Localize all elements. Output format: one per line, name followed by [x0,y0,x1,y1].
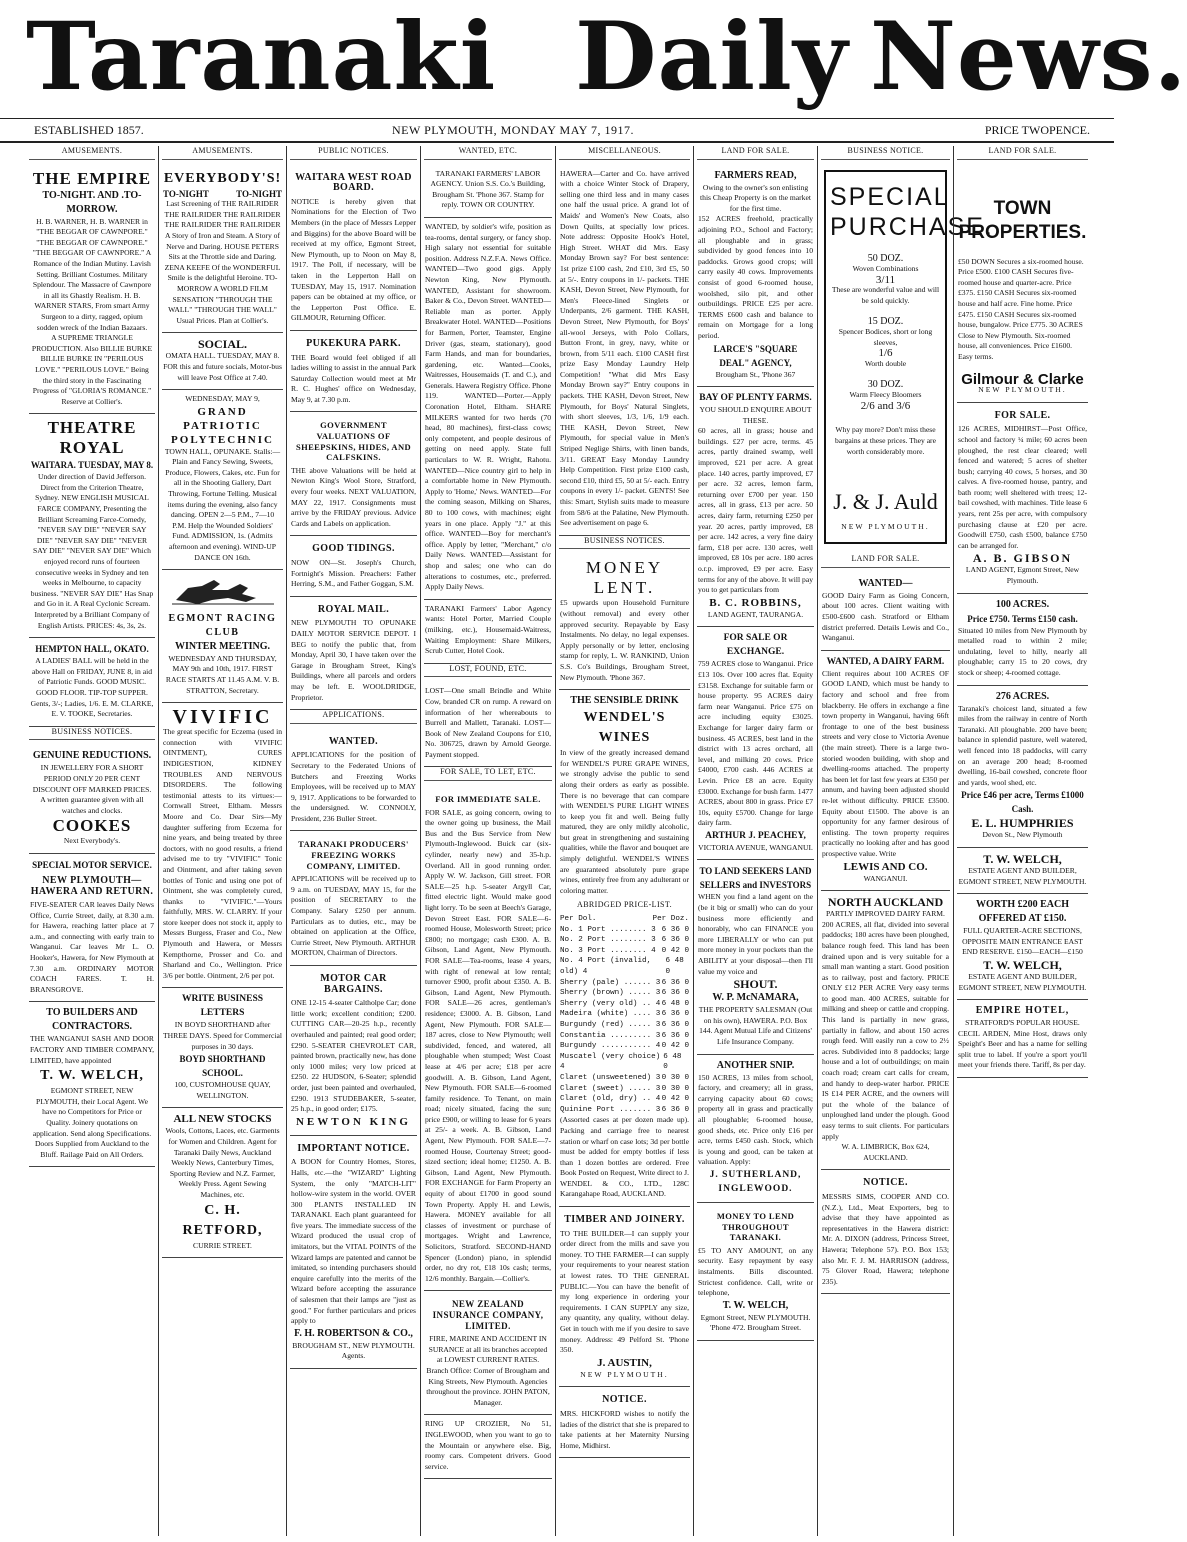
ad-title: EMPIRE HOTEL, [975,1005,1070,1017]
section-heading: LOST, FOUND, ETC. [424,664,552,678]
ad-another-snip [697,1055,814,1203]
notice-body: NEW PLYMOUTH TO OPUNAKE DAILY MOTOR SERVICE DEPOT. I BEG to notify the public that, from Monday, April 30, I have taken over the Garage in Brougham Street, King's Buildings, where all parcels and orders may be left. E. WOOLDRIDGE, Proprietor. [291,618,416,702]
ad-social [162,333,283,390]
section-heading: BUSINESS NOTICES. [29,727,155,741]
price-item: No. 4 Port (invalid, old) 4 [560,957,652,976]
ad-body: OMATA HALL. TUESDAY, MAY 8. FOR this and future socials, Motor-bus will leave Post Office at 7.40. [163,351,282,382]
ad-address: NEW PLYMOUTH. [978,385,1067,395]
ad-name: C. H. RETFORD, [182,1202,263,1238]
ad-racing-club [162,570,283,703]
ad-everybodys [162,165,283,334]
notice-body: THE above Valuations will be held at Newton King's Wool Store, Stratford, every four weeks. NEXT VALUATION, MAY 22, 1917. Consignments must arrive by the FRIDAY previous. Advice Cards and Labels on application. [291,465,416,528]
ad-276-acres [957,686,1088,848]
ad-subtitle: NEW PLYMOUTH—HAWERA AND RETURN. [30,874,154,897]
ad-crozier [424,1415,552,1479]
ad-address: ESTATE AGENT AND BUILDER, EGMONT STREET, NEW PLYMOUTH. [958,865,1087,886]
ad-body: FULL QUARTER-ACRE SECTIONS, OPPOSITE MAIN ENTRANCE EAST END RESERVE. £150—EACH—£150 [962,926,1083,957]
price-item: Burgundy (red) ..... 3 [560,1020,661,1029]
price-item: Quinine Port ....... 3 [560,1105,661,1114]
ad-title: THE EMPIRE [32,168,152,188]
ad-price: Price £750. Terms £150 cash. [967,613,1078,624]
ad-title: TOWN PROPERTIES. [958,197,1087,243]
ad-title: NEW ZEALAND INSURANCE COMPANY, LIMITED. [432,1299,544,1331]
item-price: 2/6 and 3/6 [860,399,911,412]
column-heading: AMUSEMENTS. [162,146,283,160]
notice-title: NOTICE. [602,1394,647,1406]
ad-vivific [162,703,283,988]
misc-listings [559,165,690,536]
price-value: 6 36 0 [661,989,689,998]
ad-name: NEWTON KING [295,1115,411,1128]
item-price: 1/6 [878,347,893,360]
masthead-word-news: News. [870,2,1187,112]
price-list-heading: ABRIDGED PRICE-LIST. [577,900,672,910]
price-value: 6 36 0 [661,925,689,934]
ad-date: WEDNESDAY, MAY 9, [185,394,260,404]
ad-subtitle: WINTER MEETING. [174,640,270,652]
ad-wendels-wines [559,690,690,1207]
ad-body: ONE 12-15 4-seater Caltholpe Car; done little work; excellent condition; £200. CUTTING CAR—20-25 h.p., recently overhauled and painted; real good order; £290. 5-SEATER CHEVROLET CAR, painted brown, practically new, has done only 1000 miles; very low priced at £250. 22 HUDSON, 6-Seater; splendid order, just been painted and overhauled, £290. 1913 STUDEBAKER, 5-seater, 25 h.p., in good order; £175. [291,998,416,1114]
notice-body: MRS. HICKFORD wishes to notify the ladies of the district that she is prepared to take patients at her Maternity Nursing Home, Midhirst. [560,1408,689,1450]
ad-motor-car-bargains [290,966,417,1136]
ad-subtitle: TO-NIGHT. AND .TO-MORROW. [42,189,142,215]
column-4 [420,146,555,1536]
price-list-row [560,935,689,946]
ad-write-letters [162,988,283,1108]
notice-body: THE Board would feel obliged if all ladies willing to assist in the annual Park Saturday Collection would meet at Mr R. C. Hughes' office on Wednesday, May 9, at 7.30 p.m. [291,352,416,404]
price-list-row [560,999,689,1010]
notice-title: WANTED. [328,735,379,747]
ad-name: COOKES [52,816,132,836]
notice-body: APPLICATIONS will be received up to 9 a.m. on TUESDAY, MAY 15, for the position of SECRETARY to the Company. Salary £250 per annum. Particulars as to duties, etc., may be obtained on application at the Office, Currie Street, New Plymouth. ARTHUR MORTON, Chairman of Directors. [291,874,416,958]
ad-name: BOYD SHORTHAND SCHOOL. [179,1054,266,1079]
item-note: Worth double [864,358,907,368]
column-heading: BUSINESS NOTICE. [821,146,950,160]
ad-money-lent [559,554,690,690]
price-value: 0 42 0 [661,1095,689,1104]
ad-address: LAND AGENT, TAURANGA. [707,609,804,619]
place-date-text: NEW PLYMOUTH, MONDAY MAY 7, 1917. [392,123,634,137]
ad-title: WORTH £200 EACH OFFERED AT £150. [976,899,1069,925]
section-heading: FOR SALE, TO LET, ETC. [424,767,552,781]
ad-wanted-dairy-concern [821,573,950,651]
ad-body: 152 ACRES freehold, practically adjoining P.O., School and Factory; all ploughable and in grass; subdivided by good fences into 10 paddocks. Grows good crops; will carry easily 40 cows. Improvements consist of good 6-roomed house, woolshed, silo pit, and other outbuildings. PRICE £25 per acre. TERMS £600 cash and balance to remain on Mortgage for a long period. [698,214,813,340]
ad-title: HEMPTON HALL, OKATO. [35,644,149,655]
ad-title: BAY OF PLENTY FARMS. [699,393,812,404]
racehorse-illustration [168,574,278,608]
ad-name: J. AUSTIN, [597,1356,652,1369]
price-item: Claret (old, dry) .. 4 [560,1095,661,1104]
section-heading: APPLICATIONS. [290,710,417,724]
ad-body: 200 ACRES, all flat, divided into several paddocks; 180 acres have been ploughed, balance rough feed. This land has been drained upon and is very suitable for a small man wanting a start. Good position as to railway, post and factory. PRICE ONLY £12 PER ACRE Very easy terms to good man. 400 ACRES, suitable for milking and sheep or cattle and cropping. This land is partially in new grass, partially in fallow, and about 150 acres rough feed. Will easily run a cow to 2½ acres. Subdivided into 8 paddocks; large house and a lot of outbuildings; on main coach road; cream cart calls for cream, and handy to deep-water harbor. PRICE IS £14 PER ACRE, and the owners will put the whole of the balance of unploughed land under the plough. Good easy terms to suit clients. For particulars apply [822,919,949,1141]
ad-body: TO THE BUILDER—I can supply your order direct from the mills and save you money. TO THE FARMER—I can supply your requirements to your nearest station at lowest rates. TO THE GENERAL PUBLIC.—You can have the benefit of my long experience in ordering your requirements. I CAN SUPPLY any size, any quantity, any quality, without delay. Get in touch with me if you desire to save money. Address: 49 Pelford St. 'Phone 350. [560,1228,689,1355]
item-quantity: 15 DOZ. [867,315,904,327]
ad-name: Gilmour & Clarke [961,370,1084,388]
ad-body: H. B. WARNER, H. B. WARNER in "THE BEGGAR OF CAWNPORE." "THE BEGGAR OF CAWNPORE." "THE BEGGAR OF CAWNPORE." A Romance of the Indian Mutiny. Lavish Setting. Brilliant Costumes. Military Splendour. The Massacre of Cawnpore in all its Ghastly Realism. H. B. WARNER STARS, From smart Army Surgeon to a dirty, ragged, opium sodden wreck of the Indian Bazaars. [32,216,152,332]
ad-body: GOOD Dairy Farm as Going Concern, about 100 acres. Client waiting with £500-£600 cash. Stratford or Eltham district preferred. Details Lewis and Co., Wanganui. [822,590,949,643]
ad-body: The great specific for Eczema (used in connection with VIVIFIC OINTMENT), CURES INDIGESTION, KIDNEY TROUBLES AND NERVOUS DISORDERS. The following testimonial attests to its virtues:— Cornwall Street, Eltham. Messrs Moore and Co. Dear Sirs—My daughter suffering from Eczema for nine years, and being treated by three doctors, with no good results, a friend advised me to try "VIVIFIC" Tonic and Ointment, and after taking seven bottles of Tonic and using one pot of Ointment, she was completely cured, thanks to "VIVIFIC."—Yours faithfully, MRS. W. CLARRY. If your store keeper does not stock it, apply to Messrs Burgess, Fraser and Co., New Plymouth and Hawera, or Messrs Kempthorne, Prosser and Co. and Sharland and Co., Wellington. Price 3/6 per bottle. Ointment, 2/6 per pot. [163,727,282,980]
price-item: Sherry (very old) .. 4 [560,999,661,1008]
price-item: No. 1 Port ........ 3 [560,925,656,934]
column-heading: PUBLIC NOTICES. [290,146,417,160]
item-quantity: 30 DOZ. [867,378,904,390]
price-list-row [560,1031,689,1042]
notice-title: PUKEKURA PARK. [306,337,401,349]
ad-title: SOCIAL. [197,337,247,352]
ad-wizard-lighting [290,1136,417,1369]
ad-title: TO BUILDERS AND CONTRACTORS. [46,1007,138,1033]
price-list-row [560,988,689,999]
ad-subtitle: STRATFORD'S POPULAR HOUSE. [965,1018,1080,1028]
ad-body: 126 ACRES, MIDHIRST—Post Office, school and factory ¼ mile; 60 acres been ploughed, the rest clear cleared; well fenced and watered; 5 acres of shelter bush; carrying 40 cows, 5 horses, and 30 calves. A five-roomed house, pantry, and bath room; well sheltered with trees; 12-bail cowshed, with machines. Title lease 6 years, rent 25s per acre, with compulsory purchasing clause at £20 per acre. Goodwill £750, cash £500, balance £750 can be arranged for. [958,424,1087,550]
ad-body: TOWN HALL, OPUNAKE. Stalls:—Plain and Fancy Sewing, Sweets, Produce, Flowers, Cakes, etc. Fun for all in the Shooting Gallery, Dart Throwing, Fortune Telling. Musical items during the evening, also fancy dancing. OPEN 2—5 P.M., 7—10 P.M. Help the Wounded Soldiers' Fund. ADMISSION, 1s. (Admits afternoon and evening). WIND-UP DANCE ON 16th. [164,446,281,562]
column-3 [286,146,420,1536]
ad-title: WRITE BUSINESS LETTERS [181,994,264,1019]
column-1 [26,146,158,1536]
ad-title: TIMBER AND JOINERY. [564,1214,685,1226]
ad-address: CURRIE STREET. [193,1240,252,1250]
ad-welch-1 [957,848,1088,894]
price-item: Burgundy ........... 4 [560,1042,661,1051]
price-value: 0 30 0 [661,1073,689,1082]
ad-subtitle: PARTLY IMPROVED DAIRY FARM. [826,909,945,919]
ad-title: EVERYBODY'S! [163,170,282,186]
column-8 [953,146,1091,1536]
ad-address: LAND AGENT, Egmont Street, New Plymouth. [965,565,1080,586]
ad-title: 276 ACRES. [995,690,1050,702]
section-heading: LAND FOR SALE. [821,554,950,568]
ad-address: NEW PLYMOUTH. [580,1369,669,1379]
ad-name: T. W. WELCH, [40,1068,144,1084]
notice-title: GOVERNMENT VALUATIONS OF SHEEPSKINS, HIDES, AND CALFSKINS. [295,420,412,463]
ad-empire [29,165,155,415]
ad-body: In view of the greatly increased demand for WENDEL'S PURE GRAPE WINES, we strongly advise the public to send along their orders as early as possible. There is no beverage that can compare with WENDEL'S PURE LIGHT WINES to keep you fit and well. Being fully matured, they are only mildly alcoholic, but great in strengthening and sustaining qualities, while the flavor and bouquet are simply delightful. WENDEL'S WINES are guaranteed absolutely pure grape wines, entirely free from any adulterant or coloring matter. [560,748,689,895]
ad-body: THE PROPERTY SALESMAN (Out on his own), HAWERA. P.O. Box 144. Agent Mutual Life and Citizens' Life Insurance Company. [698,1005,813,1046]
ad-name: J. SUTHERLAND, INGLEWOOD. [709,1169,802,1194]
ad-name: B. C. ROBBINS, [709,596,802,609]
ad-title: THEATRE ROYAL [47,418,137,458]
notice-body: MESSRS SIMS, COOPER AND CO. (N.Z.), Ltd., Meat Exporters, beg to advise that they have appointed as representatives in the Hawera district: Mr. A. DIXON (address, Princess Street, Hawera; Telephone 57). P.O. Box 153; also Mr. F. J. M. HARRISON (address, 75 Glover Road, Hawera; telephone 235). [822,1191,949,1286]
ad-body: WEDNESDAY AND THURSDAY, MAY 9th and 10th, 1917. FIRST RACE STARTS AT 11.45 A.M. V. B. STRATTON, Secretary. [165,653,280,695]
ad-hempton-hall [29,638,155,727]
ad-body: A BOON for Country Homes, Stores, Halls, etc.—the "WIZARD" Lighting System, the only "MATCH-LIT" hollow-wire system in the world. OVER 300 PLANTS INSTALLED IN TARANAKI. Each plant guaranteed for five years. The immediate success of the Wizard produced the usual crop of imitators, but the VITAL POINTS of the Wizard lamps are patented and cannot be imitated, so intending purchasers should enquire carefully into the merits of the Wizard before accepting the assurance of salesmen that their lamps are "just as good." For further particulars and prices apply to [291,1157,416,1326]
ad-body: £50 DOWN Secures a six-roomed house. Price £500. £100 CASH Secures five-roomed house and quarter-acre. Price £375. £150 CASH Secures six-roomed house and half acre. Fine home. Price £475. £150 CASH Secures six-roomed house, bungalow. Price £775. 30 ACRES Close to New Plymouth. Six-roomed house, all conveniences. Price £1600. Easy terms. [958,256,1084,361]
ad-name: J. & J. Auld [833,489,938,515]
price-value: 0 42 0 [661,946,689,955]
column-5 [555,146,693,1536]
ad-motor-service [29,854,155,1003]
price-list-row [560,925,689,936]
ad-title: NORTH AUCKLAND [827,895,944,910]
price-list-row [560,946,689,957]
ad-name: T. W. WELCH, [983,957,1062,972]
ad-body: THE WANGANUI SASH AND DOOR FACTORY AND TIMBER COMPANY, LIMITED, have appointed [30,1034,154,1065]
ad-new-stocks [162,1108,283,1258]
notice-body: NOW ON—St. Joseph's Church, Fortnight's Mission. Preachers: Father Herring, S.M., and Father Goggan, S.M. [291,558,416,589]
ad-title: SPECIAL MOTOR SERVICE. [32,859,152,870]
ad-body: A SUPREME TRIANGLE PRODUCTION. Also BILLIE BURKE BILLIE BURKE IN "PERILOUS LOVE." "PERILOUS LOVE." Being the third story in the Fascinating Progress of "GLORIA'S ROMANCE." Reserve at Collier's. [31,333,153,406]
dateline [0,118,1114,143]
column-7 [817,146,994,1536]
masthead-word-taranaki: Taranaki [26,2,497,112]
ad-body: Owing to the owner's son enlisting this Cheap Property is on the market for the first time. [700,182,811,213]
price-list-row [560,1084,689,1095]
ad-title: WANTED, A DAIRY FARM. [826,656,945,667]
ad-title: VIVIFIC [172,706,273,729]
price-list [560,914,689,1115]
ad-title: IMPORTANT NOTICE. [297,1142,410,1154]
notice-title: WAITARA WEST ROAD BOARD. [295,171,412,194]
price-value: 6 36 0 [661,936,689,945]
notice-govt-valuations [290,412,417,536]
price-item: Constantia ......... 3 [560,1031,661,1040]
price-list-row [560,1041,689,1052]
ad-label: TO-NIGHT [163,188,209,199]
price-list-row [560,1052,689,1073]
price-value: 6 36 0 [661,1031,689,1040]
notice-title: ROYAL MAIL. [317,603,390,615]
price-value: 6 48 0 [661,999,689,1008]
price-value: 6 36 0 [661,1105,689,1114]
ad-name: ARTHUR J. PEACHEY, [705,830,806,841]
masthead [0,0,1187,112]
ad-empire-hotel [957,1000,1088,1078]
ad-body: EGMONT STREET, NEW PLYMOUTH, their Local Agent. We have no Competitors for Price or Quality. Joinery quotations on application. Send along Specifications. Doors Supplied from Auckland to the Bluff. Railage Paid on All Orders. [32,1086,152,1159]
ad-body: FIRE, MARINE AND ACCIDENT IN SURANCE at all its branches accepted at LOWEST CURRENT RATES. Branch Office: Corner of Brougham and King Streets, New Plymouth. Agencies throughout the province. JOHN PATON, Manager. [426,1334,550,1407]
masthead-word-daily: Daily [575,2,849,112]
ad-labor-wants [424,600,552,664]
price-list-row [560,1009,689,1020]
ad-address: WANGANUI. [863,873,908,883]
item-desc: Spencer Bodices, short or long sleeves, [838,327,933,347]
ad-body: 150 ACRES, 13 miles from school, factory, and creamery; all in grass, carrying capacity about 60 cows; property all in grass and practically all ploughable; 6-roomed house, good sheds, etc. Price only £16 per acre, terms £450 cash. Stock, which is young and good, can be taken at valuation. Apply: [698,1072,813,1167]
ad-body: Client requires about 100 ACRES OF GOOD LAND, which must be handy to factory and school and free from blackberry. He offers in exchange a fine town property in Wanganui, having 66ft frontage to one of the best business streets and very close to Victoria Avenue (the main street). There is a large two-storied wooden building, with shop and dwelling-rooms attached. The property has been let for last few years at £350 per annum, and having been adjusted should re-let without difficulty. PRICE £3500. Equity about £1500. The above is an opportunity for any farmer desirous of enlisting. The town property requires practically no looking after and has good prospective value. Write [822,668,949,858]
price-item: No. 2 Port ........ 3 [560,936,656,945]
ad-name: W. P. McNAMARA, [712,992,799,1004]
column-heading: LAND FOR SALE. [957,146,1088,160]
ad-money-to-lend [697,1203,814,1341]
ad-emphasis: SHOUT. [733,977,778,992]
ad-north-auckland [821,891,950,1170]
notice-applications [290,729,417,832]
ad-timber-joinery [559,1207,690,1387]
ad-address: 100, CUSTOMHOUSE QUAY, WELLINGTON. [174,1080,271,1100]
ad-title: FARMERS READ, [714,169,797,181]
column-6 [693,146,817,1536]
ad-address: Next Everybody's. [63,836,121,846]
price-item: Per Dol. [560,915,597,924]
ad-body: Wools, Cottons, Laces, etc. Garments for Women and Children. Agent for Taranaki Daily News, Auckland Weekly News, Canterbury Times, Sporting Review and N.Z. Farmer, Weekly Press. Agent Sewing Machines, etc. [165,1126,280,1199]
notice-title: NOTICE. [863,1177,908,1189]
ad-name: W. A. LIMBRICK, Box 624, AUCKLAND. [841,1142,930,1162]
ad-body: £5 upwards upon Household Furniture (without removal) and every other approved security. Repayable by Easy Instalments. No delay, no legal expenses. Apply personally or by letter, enclosing stamp for reply, L. W. RANKIND, Union S.S. Co's Buildings, Brougham Street, New Plymouth. 'Phone 367. [560,598,689,682]
ad-body: Situated 10 miles from New Plymouth by metalled road to within 2 mile; undulating, level to hilly, nearly all ploughable; carry 15 to 20 cows, dry stock or sheep; 4-roomed cottage. [958,625,1087,677]
ad-name: LARCE'S "SQUARE DEAL" AGENCY, [713,343,798,368]
ad-title: GENUINE REDUCTIONS. [32,750,152,762]
item-desc: Woven Combinations [852,264,919,274]
notice-body: NOTICE is hereby given that Nominations for the Election of Two Members (in the place of Messrs Lepper and Biggins) for the above Board will be received at my office, Egmont Street, New Plymouth, up to Noon on May 8, 1917. The Poll, if necessary, will be taken in the Lepperton Hall on TUESDAY, May 15, 1917. Nomination papers can be obtained at my office, or the Lepperton Post Office. E. GILMOUR, Returning Officer. [291,196,416,323]
ad-title: FOR SALE. [994,409,1051,421]
price-list-row [560,978,689,989]
item-note: These are wonderful value and will be sold quickly. [831,285,940,305]
ad-title: GRAND PATRIOTIC POLYTECHNIC [171,405,274,446]
ad-land-seekers [697,860,814,1054]
ad-body: TARANAKI Farmers' Labor Agency wants: Hotel Porter, Married Couple (milking, etc.), Housemaid-Waitress, Waiting Employment: Share Milkers, Scrub Cutter, Hotel Cook. [425,603,551,656]
price-item: Claret (sweet) ..... 3 [560,1084,661,1093]
ad-title: MOTOR CAR BARGAINS. [320,973,387,995]
price-list-row [560,1105,689,1116]
sale-listings [424,786,552,1291]
item-note: Why pay more? Don't miss these bargains at these prices. They are worth considerably more. [835,425,936,456]
ad-name: E. L. HUMPHRIES [971,816,1074,831]
item-price: 3/11 [875,273,896,286]
ad-sale-exchange [697,627,814,860]
ad-price: Price £46 per acre, Terms £1000 Cash. [961,790,1084,815]
ad-title: EGMONT RACING CLUB [168,612,277,638]
ad-body: £5 TO ANY AMOUNT, on any security. Easy repayment by easy instalments. Bills discounted. Strictest confidence. Call, write or telephone, [698,1245,813,1298]
price-text: PRICE TWOPENCE. [984,123,1090,137]
notice-waitara [290,165,417,331]
item-quantity: 50 DOZ. [867,252,904,264]
ad-name: WENDEL'S WINES [583,710,666,746]
ad-body: (Assorted cases at per dozen made up). Packing and carriage free to nearest station or wharf on case lots; 3d per bottle must be added for empty bottles if less than 1 dozen bottles are ordered. Free Book Posted on Request, Write direct to J. WENDEL & CO., LTD., 128C Karangahape Road, AUCKLAND. [560,1115,689,1199]
wanted-listings [424,218,552,600]
ad-name: F. H. ROBERTSON & CO., [294,1327,413,1339]
ad-genuine-reductions [29,745,155,854]
price-list-row [560,1020,689,1031]
notice-royal-mail [290,597,417,710]
ad-body: Taranaki's choicest land, situated a few miles from the railway in centre of North Taranaki. All ploughable. 200 have been; balance in splendid pasture, well watered, well fenced into 18 paddocks, will carry on an average 200 head; 8-roomed dwelling, 16-bail cowshed, concrete floor and yards, wool shed, etc. [958,703,1087,787]
lost-listings [424,682,552,767]
price-value: 6 36 0 [661,1020,689,1029]
ad-grand-patriotic [162,390,283,570]
ad-special-purchase [824,170,994,545]
ad-body: FOR SALE, as going concern, owing to the owner going up business, the Mail Bus and the Bus Service from New Plymouth-Inglewood. Buick car (six-cylinder, nearly new) and 35-h.p. Overland. All in good running order. Apply W. W. Jackson, Gill street. FOR SALE—25 h.p. 5-seater Argyll Car, fitted electric light. Would make good light lorry. To be seen at Beech's Garage, Devon Street East. FOR SALE—6-roomed House, Molesworth Street; price £800; no mortgage; cash £300. A. B. Gibson, Land Agent, New Plymouth. FOR SALE—Tea-rooms, lease 4 years, with right of renewal at low rental; turnover £900, profit about £350. A. B. Gibson, Land Agent, New Plymouth. FOR SALE—26 acres, gentleman's residence; £3000. A. B. Gibson, Land Agent, New Plymouth. FOR SALE—187 acres, close to New Plymouth; well subdivided, fenced, and watered, all ploughable when stumped; West Coast lease at 4/6 per acre; £18 per acre goodwill. A. B. Gibson, Land Agent, New Plymouth. FOR SALE—6-roomed family residence. To Tenant, on main road; nicely situated, facing the sun; price £900, or willing to lease for 6 years at 25/- a week. A. B. Gibson, Land Agent, New Plymouth. FOR SALE—7-roomed House, Courtenay Street; good-sized section; ideal home; £1250. A. B. Gibson, Land Agent, New Plymouth. FOR EXCHANGE for Farm Property an equity of about £1700 in good sound Town Property. Apply H. and Lewis, Hawera. MONEY available for all classes of investment or purchase of mortgages. Wright and Lawrence, Solicitors, Stratford. SECOND-HAND Spencer (London) piano, in splendid order, no dry rot, £18 10s cash; terms, 12/6 monthly. Bargain.—Collier's. [425,807,551,1283]
ad-title: TO LAND SEEKERS LAND SELLERS and INVESTORS [699,866,812,891]
price-value: Per Doz. [652,915,689,924]
price-value: 6 36 0 [661,978,689,987]
ad-title: 100 ACRES. [995,598,1050,610]
price-list-row [560,914,689,925]
price-item: Sherry (brown) ..... 3 [560,989,661,998]
ad-body: A LADIES' BALL will be held in the above Hall on FRIDAY, JUNE 8, in aid of Patriotic Funds. GOOD MUSIC. GOOD FLOOR. TIP-TOP SUPPER. Gents, 3/-; Ladies, 1/6. E. M. CLARKE, E. V. TOOKE, Secretaries. [30,656,154,719]
ad-title: ALL NEW STOCKS [173,1113,272,1126]
notice-title: GOOD TIDINGS. [312,543,395,555]
ad-nz-insurance [424,1291,552,1415]
ad-title: MONEY LENT. [585,558,664,598]
ad-label: TO-NIGHT [236,188,282,199]
ad-title: SPECIAL PURCHASE. [830,182,994,241]
established-text: ESTABLISHED 1857. [34,123,144,137]
price-value: 6 48 0 [665,957,684,976]
ad-subtitle: WAITARA. TUESDAY, MAY 8. [30,460,154,471]
ad-body: CECIL ARDEN, Mine Host, draws only Speight's Beer and has a name for selling split true to label. If you're a sport you'll meet your friends there. Tariff, 8s per day. [958,1028,1087,1070]
ad-title: FOR SALE OR EXCHANGE. [723,633,788,658]
price-item: Claret (unsweetened) 3 [560,1073,661,1082]
ad-body: Under direction of David Jefferson. Direct from the Criterion Theatre, Sydney. NEW ENGLISH MUSICAL FARCE COMPANY, Presenting the Brilliant Screaming Farce-Comedy, "NEVER SAY DIE" "NEVER SAY DIE" "NEVER SAY DIE" "NEVER SAY DIE" "NEVER SAY DIE" Which enjoyed record runs of fourteen consecutive weeks in Sydney and ten weeks in Melbourne, to capacity business. "NEVER SAY DIE" Has Snap and Go in it. A Real Cyclonic Scream. Interpreted by a Brilliant Company of English Artists. PRICES: 4s, 3s, 2s. [30,472,154,630]
column-heading: MISCELLANEOUS. [559,146,690,160]
notice-freezing-works [290,831,417,966]
column-2 [158,146,286,1536]
column-heading: AMUSEMENTS. [29,146,155,160]
ad-body: HAWERA—Carter and Co. have arrived with a choice Winter Stock of Drapery, selling one third less and in many cases one half the usual price. A grand lot of Maids' and Women's New Coats, also Down Quilts, at specially low prices. Note address: Opposite Hook's Hotel, High Street. WHAT did Mrs. Easy Monday Brown say? For best sentence: 1st prize £100 cash, 2nd £10, 3rd £5, 50 at 5/-. Entry coupons in 1/- packets. THE KASH, Devon Street, New Plymouth, for Men's Fleece-lined Singlets or Underpants, 2/6 garment. THE KASH, Devon Street, New Plymouth, for Boys' all-wool Jerseys, with Polo Collars, Button Front, in grey, navy, white or brown, from 5/11 each. £100 CASH first prize Easy Monday Laundry Help Competition! "What did Mrs Easy Monday Brown say?" Entry coupons in packets. THE KASH, Devon Street, New Plymouth, for Boys' Natural Singlets, with short sleeves, 1/3, 1/6, 1/9 each. THE KASH, Devon Street, New Plymouth, for special value in Men's Striped Neglige Shirts, with linen bands, 3/11. GREAT Easy Monday Laundry Help Competition. First prize £100 cash, second £10, third £5, 50 at 5/- each. Entry coupons in every 1/- packet. GENTS! See this: Smart, Stylish suits made to measure from 58/6 at the Palatine, New Plymouth. See advertisement on page 6. [560,168,689,528]
notice-title: TARANAKI PRODUCERS' FREEZING WORKS COMPANY, LIMITED. [298,839,409,871]
column-heading: WANTED, ETC. [424,146,552,160]
notice-sims-cooper [821,1170,950,1294]
price-value: 0 30 0 [661,1084,689,1093]
ad-bay-of-plenty [697,387,814,627]
ad-address: Devon St., New Plymouth [982,830,1063,840]
ad-farmers-read [697,165,814,388]
ad-address: Egmont Street, NEW PLYMOUTH. 'Phone 472. Brougham Street. [700,1312,811,1333]
ad-title: ANOTHER SNIP. [716,1059,795,1071]
ad-body: IN BOYD SHORTHAND after THREE DAYS. Speed for Commercial purposes in 30 days. [163,1020,282,1051]
ad-address: Brougham St., 'Phone 367 [715,369,796,379]
price-list-row [560,1094,689,1105]
ad-builders [29,1002,155,1167]
ad-address: BROUGHAM ST., NEW PLYMOUTH. Agents. [292,1340,415,1361]
ad-address: VICTORIA AVENUE, WANGANUI. [698,842,813,852]
ad-body: FIVE-SEATER CAR leaves Daily News Office, Currie Street, daily, at 8.30 a.m. for Hawera, reaching latter place at 7 a.m., and connecting with early train to Wanganui. Car leaves Mr L. O. Hooker's, Hawera, for New Plymouth at 7.30 a.m. ORDINARY MOTOR COACH FARES. T. H. BRANSGROVE. [30,900,154,994]
price-value: 0 42 0 [661,1042,689,1051]
price-item: Muscatel (very choice) 4 [560,1052,661,1072]
ad-body: 60 acres, all in grass; house and buildings. £27 per acre, terms. 45 acres, partly drained swamp, well improved, £21 per acre. A great place. 140 acres, partly improved, £7 per acre. 32 acres, lemon farm, returning over £700 per year. 150 acres, all in grass, £13 per acre. 50 acres, dairy farm, returning £250 per year. 20 acres, partly improved, £8 per acre. 142 acres, a very fine dairy farm, £18 per acre. 130 acres, well improved, £8 10s per acre. 180 acres o.r.p. improved, £9 per acre. Easy terms for any of the above. It will pay you to get particulars from [698,426,813,595]
price-value: 6 48 0 [663,1052,682,1072]
ad-body: WANTED, by soldier's wife, position as tea-rooms, dental surgery, or fancy shop. High salary not essential for suitable position. Address N.Z.F.A. News Office. WANTED—Two good gigs. Apply Newton King, New Plymouth. WANTED, Assistant for showroom. Baker & Co., Devon Street. WANTED—Reliable man as porter. Apply Breakwater Hotel. WANTED—Positions for Barmen, Porter, Teamster, Engine Driver (gas, steam, stationary), good Farm Hands, and man for boundaries, gardening, etc. Wanted—Cooks, Waitresses, Housemaids (T. and C.), and Generals. Hawera Registry Office. Phone 119. WANTED—Porter.—Apply Coronation Hotel, Eltham. SHARE MILKERS wanted for two herds (70 head, 80 machines), first-class cows; only competent, and people desirous of getting on need apply. State full particulars to W. R. Wright, Rahotu. WANTED—Nice country girl to help in a comfortable home in New Plymouth. Apply to 'Home,' News. WANTED—For the coming season, Milking on Shares, 80 to 100 cows, with machines; eight years in one place. Apply "J." at this office. WANTED—Boy for merchant's office. Apply by letter, "Merchant," c/o Daily News. WANTED—Assistant for shop and sales; one who can do alterations to costumes, etc., preferred. Apply Daily News. [425,221,551,592]
ad-body: TARANAKI FARMERS' LABOR AGENCY. Union S.S. Co.'s Building, Brougham St. 'Phone 367. Stamp for reply. TOWN OR COUNTRY. [430,168,546,210]
ad-body: Last Screening of THE RAILRIDER THE RAILRIDER THE RAILRIDER THE RAILRIDER THE RAILRIDER A Story of Iron and Steam. A Story of Nerve and Daring. HOUSE PETERS Sits at the Throttle side and Daring. ZENA KEEFE Of the WONDERFUL Smile is the delightful Heroine. TO-MORROW A WORLD FILM SENSATION "THROUGH THE WALL" "THROUGH THE WALL" Usual Prices. Plan at Collier's. [164,199,281,325]
ad-address: NEW PLYMOUTH. [841,521,930,531]
ad-address: ESTATE AGENT AND BUILDER, EGMONT STREET, NEW PLYMOUTH. [958,971,1087,992]
price-item: Madeira (white) .... 3 [560,1010,661,1019]
ad-labor-agency [424,165,552,218]
ad-for-sale-midhirst [957,403,1088,594]
ad-name: A. B. GIBSON [972,551,1073,566]
ad-name: T. W. WELCH, [722,1299,789,1311]
ad-name: LEWIS AND CO. [843,860,928,873]
ad-title: WANTED— [858,577,913,589]
ad-town-properties [957,165,1088,403]
ad-sections [957,894,1088,1000]
ad-body: WHEN you find a land agent on the (be it big or small) who can do your business more efficiently and honorably, who can FINANCE you more LIBERALLY or who can put more money in your pockets than the ABILITY at your disposal—then I'll value my voice and [698,892,813,976]
ad-theatre-royal [29,414,155,638]
notice-hickford [559,1387,690,1458]
ad-subtitle: YOU SHOULD ENQUIRE ABOUT THESE. [699,405,812,425]
ad-body: LOST—One small Brindle and White Cow, branded CR on rump. A reward on information of her whereabouts to Burrell and Mallett, Taranaki. LOST—Book of New Zealand Coupons for £10, No. 306725, drawn by Arnold George. Payment stopped. [425,686,551,759]
ad-title: THE SENSIBLE DRINK [570,695,679,707]
ad-100-acres [957,594,1088,686]
ad-wanted-dairy-farm [821,651,950,891]
notice-pukekura [290,331,417,413]
price-list-row [560,956,689,977]
ad-title: MONEY TO LEND THROUGHOUT TARANAKI. [716,1210,795,1243]
section-heading: BUSINESS NOTICES. [559,536,690,550]
notice-body: APPLICATIONS for the position of Secretary to the Federated Unions of Butchers and Freezing Works Employees, will be received up to MAY 9, 1917. Applications to be forwarded to the undersigned. W. CONNOLY, President, 236 Buller Street. [291,750,416,823]
item-desc: Warm Fleecy Bloomers [849,390,922,400]
ad-name: T. W. WELCH, [983,851,1062,866]
ad-body: IN JEWELLERY FOR A SHORT PERIOD ONLY 20 PER CENT DISCOUNT OFF MARKED PRICES. A written guarantee given with all watches and clocks. [32,763,152,815]
column-heading: LAND FOR SALE. [697,146,814,160]
price-list-row [560,1073,689,1084]
ad-body: 759 ACRES close to Wanganui. Price £13 10s. Over 100 acres flat. Equity £3158. Exchange for suitable farm or house property. 95 ACRES dairy farm near Wanganui. Price £75 on acre including equity £3025. Exchange for larger dairy farm or business. 45 ACRES, best land in the district with 13 acres orchard, all level, and milking 20 cows. Price £4000, £700 cash. 446 ACRES at Levin. Price £8 an acre. Equity £3000. Exchange for bush farm. 1477 ACRES, about 800 in grass. Price £7 10s, equity £5700. Change for large dairy farm. [698,659,813,828]
price-value: 6 36 0 [661,1010,689,1019]
price-item: No. 3 Port ........ 4 [560,946,656,955]
ad-body: RING UP CROZIER, No 51, INGLEWOOD, when you want to go to the Mountain or anywhere else. Big, roomy cars. Competent drivers. Good service. [425,1419,551,1471]
notice-tidings [290,536,417,596]
ad-subtitle: FOR IMMEDIATE SALE. [435,794,541,805]
price-item: Sherry (pale) ...... 3 [560,978,661,987]
